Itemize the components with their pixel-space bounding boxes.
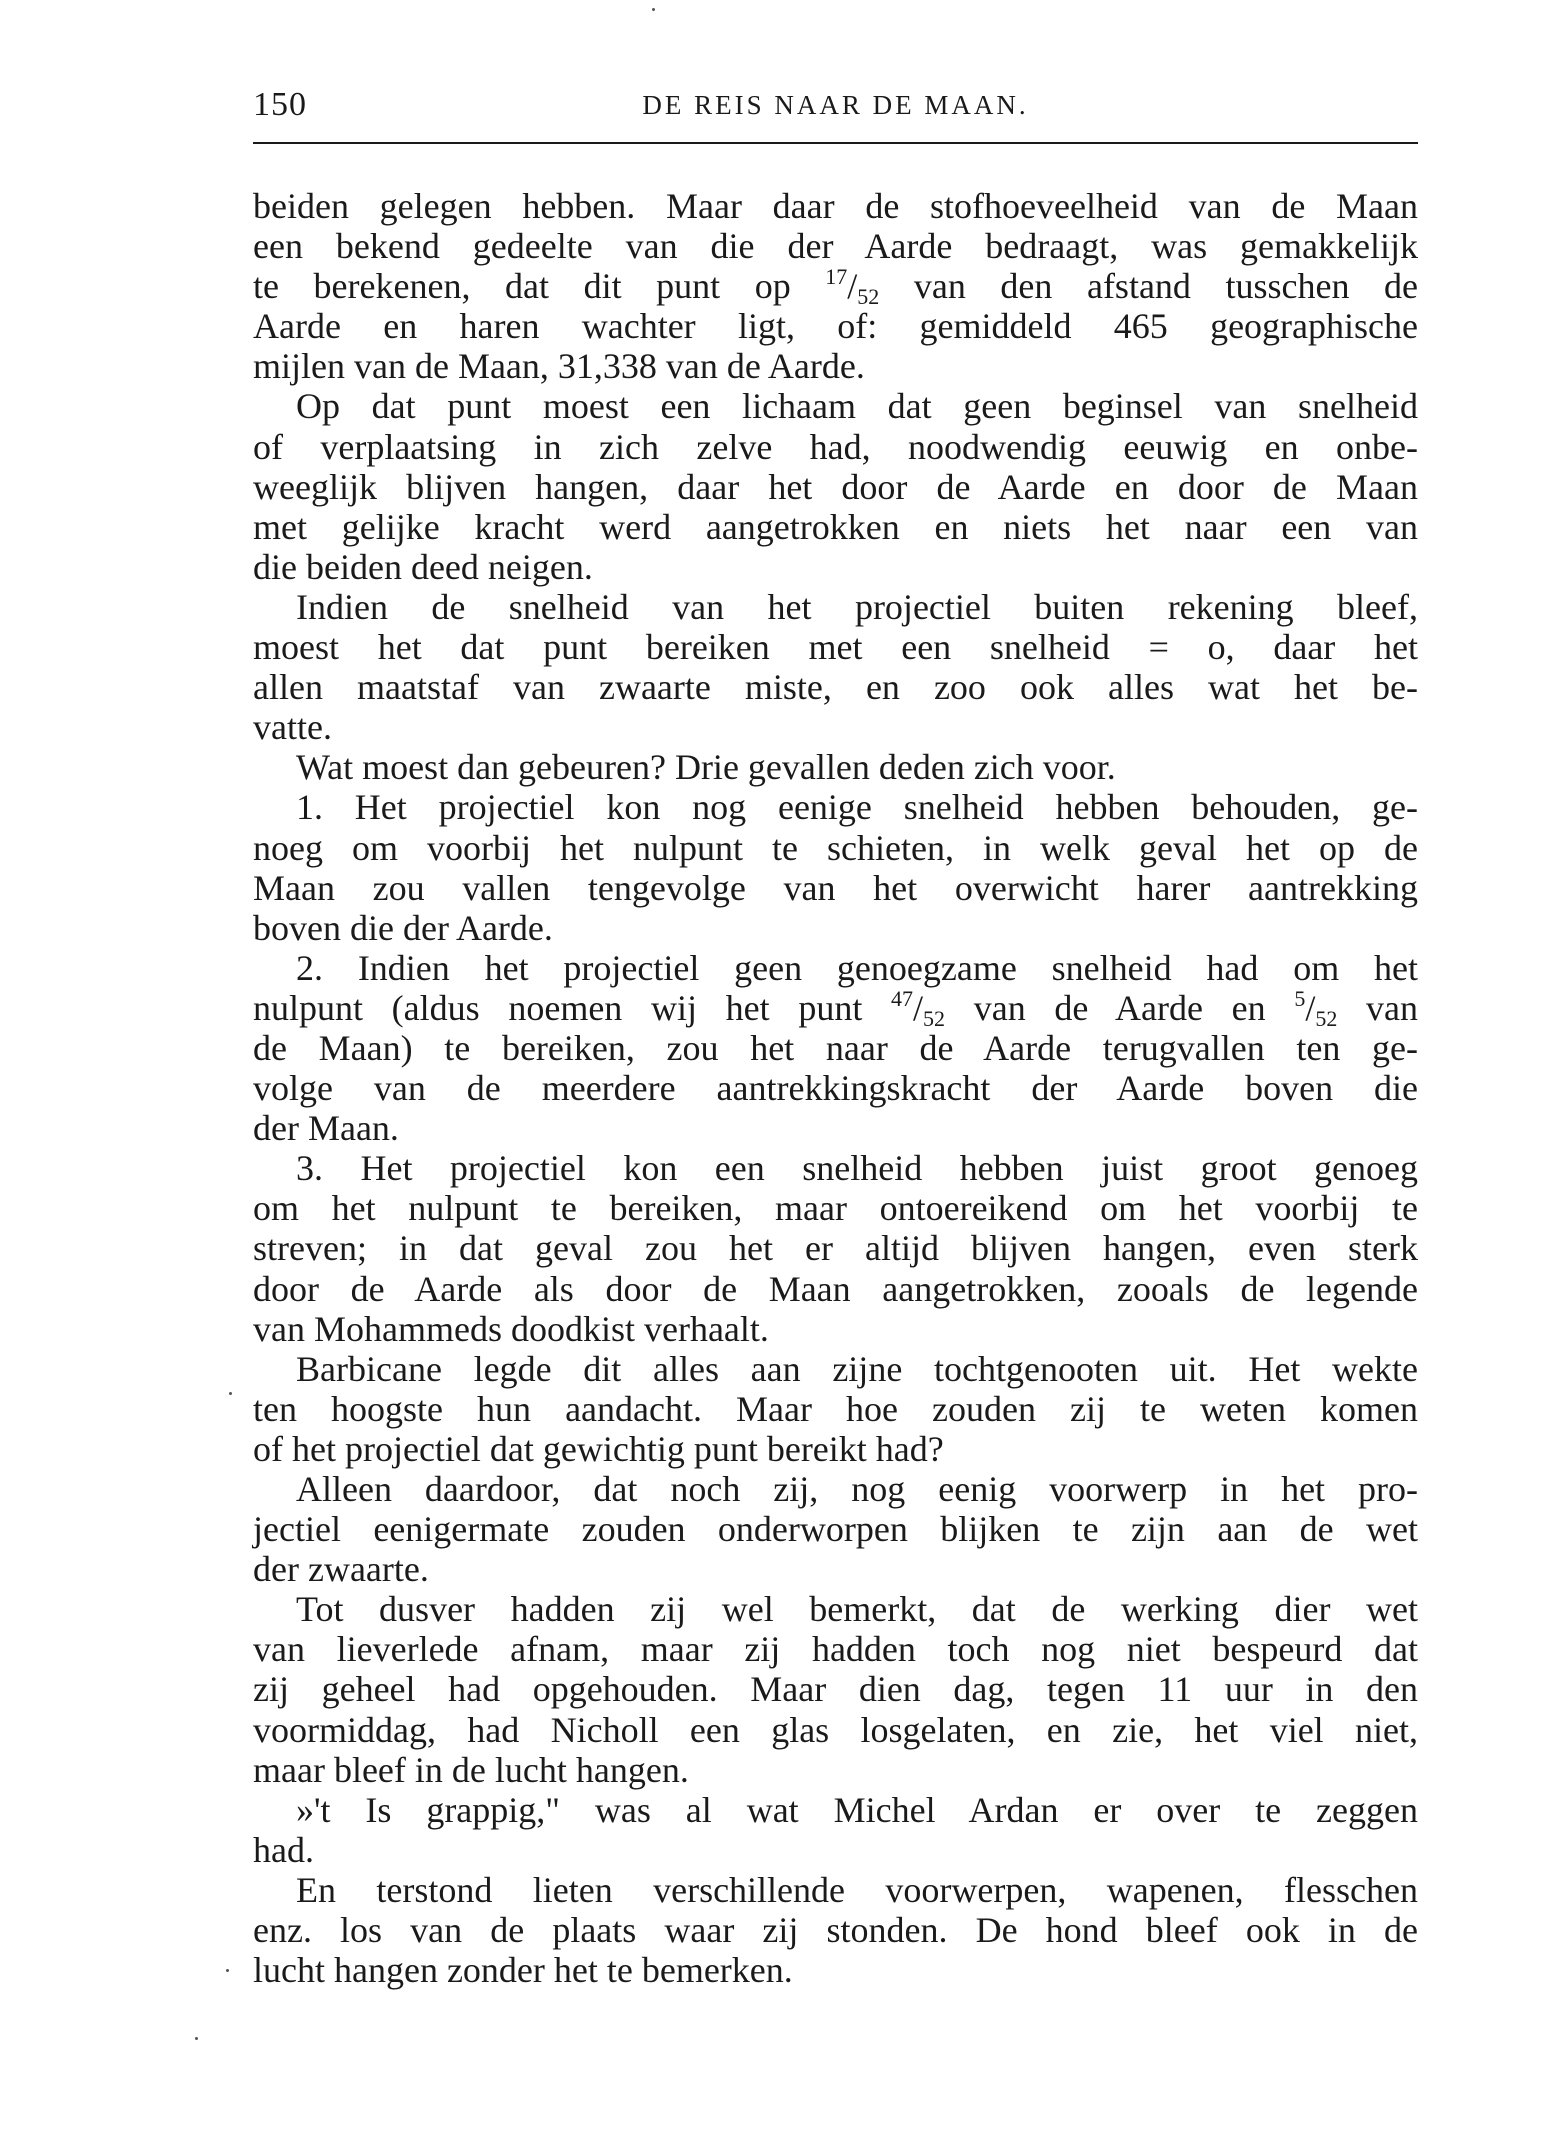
fraction-denominator: 52 — [857, 284, 880, 310]
text-line: Aarde en haren wachter ligt, of: gemiddeld 465 geographische — [253, 306, 1418, 347]
paper-speck — [226, 1969, 229, 1972]
text-line: noeg om voorbij het nulpunt te schieten, in welk geval het op de — [253, 827, 1418, 868]
text-line: lucht hangen zonder het te bemerken. — [253, 1950, 793, 1991]
text-line: der Maan. — [253, 1108, 399, 1149]
paper-speck — [229, 1392, 232, 1395]
text-line: ten hoogste hun aandacht. Maar hoe zouden zij te weten komen — [253, 1388, 1418, 1429]
text-line: door de Aarde als door de Maan aangetrokken, zooals de legende — [253, 1268, 1418, 1309]
text-line: de Maan) te bereiken, zou het naar de Aarde terugvallen ten ge- — [253, 1027, 1418, 1068]
text-line: Barbicane legde dit alles aan zijne tochtgenooten uit. Het wekte — [296, 1348, 1418, 1389]
fraction-numerator: 5 — [1294, 985, 1306, 1011]
text-line: beiden gelegen hebben. Maar daar de stofhoeveelheid van de Maan — [253, 186, 1418, 226]
fraction-slash: / — [847, 266, 858, 307]
text-line — [253, 264, 1419, 310]
text-segment: te berekenen, dat dit punt op — [253, 266, 791, 307]
text-line: weeglijk blijven hangen, daar het door de Aarde en door de Maan — [253, 466, 1418, 507]
text-line: allen maatstaf van zwaarte miste, en zoo ook alles wat het be- — [253, 667, 1418, 708]
text-line: moest het dat punt bereiken met een snelheid = o, daar het — [253, 627, 1418, 668]
paper-speck — [652, 8, 655, 11]
fraction-denominator: 52 — [923, 1005, 946, 1031]
text-line: 1. Het projectiel kon nog eenige snelheid hebben behouden, ge- — [296, 787, 1418, 828]
text-line: vatte. — [253, 707, 332, 748]
text-line — [253, 985, 1419, 1031]
text-line: Indien de snelheid van het projectiel buiten rekening bleef, — [296, 586, 1418, 627]
text-line: die beiden deed neigen. — [253, 546, 593, 587]
text-line: streven; in dat geval zou het er altijd blijven hangen, even sterk — [253, 1228, 1418, 1269]
body-text — [253, 186, 1418, 1990]
text-line: der zwaarte. — [253, 1549, 429, 1590]
fraction-numerator: 17 — [825, 264, 848, 290]
header-rule — [253, 142, 1418, 144]
text-line: voormiddag, had Nicholl een glas losgelaten, en zie, het viel niet, — [253, 1709, 1418, 1750]
page-number: 150 — [253, 86, 307, 123]
text-line: of het projectiel dat gewichtig punt bereikt had? — [253, 1428, 944, 1469]
text-segment: van de Aarde en — [973, 987, 1266, 1028]
text-line: Wat moest dan gebeuren? Drie gevallen deden zich voor. — [296, 747, 1116, 788]
running-title: DE REIS NAAR DE MAAN. — [642, 90, 1029, 120]
text-line: van Mohammeds doodkist verhaalt. — [253, 1308, 769, 1349]
fraction-numerator: 47 — [891, 985, 914, 1011]
fraction — [891, 985, 946, 1031]
text-line: mijlen van de Maan, 31,338 van de Aarde. — [253, 346, 865, 387]
text-line: om het nulpunt te bereiken, maar ontoereikend om het voorbij te — [253, 1188, 1418, 1229]
text-line: enz. los van de plaats waar zij stonden. De hond bleef ook in de — [253, 1910, 1418, 1951]
text-line: »'t Is grappig," was al wat Michel Ardan er over te zeggen — [296, 1789, 1418, 1830]
text-line: jectiel eenigermate zouden onderworpen blijken te zijn aan de wet — [253, 1509, 1418, 1550]
text-line: Maan zou vallen tengevolge van het overwicht harer aantrekking — [253, 867, 1418, 908]
text-line: Op dat punt moest een lichaam dat geen beginsel van snelheid — [296, 386, 1418, 427]
text-segment: van den afstand tusschen de — [913, 266, 1419, 307]
text-line: met gelijke kracht werd aangetrokken en niets het naar een van — [253, 506, 1418, 547]
text-line: boven die der Aarde. — [253, 907, 553, 948]
text-line: maar bleef in de lucht hangen. — [253, 1749, 689, 1790]
text-segment: van — [1366, 987, 1419, 1028]
text-line: een bekend gedeelte van die der Aarde bedraagt, was gemakkelijk — [253, 226, 1418, 267]
fraction-slash: / — [913, 987, 924, 1028]
text-line: of verplaatsing in zich zelve had, noodwendig eeuwig en onbe- — [253, 426, 1418, 467]
text-line: zij geheel had opgehouden. Maar dien dag, tegen 11 uur in den — [253, 1669, 1418, 1710]
text-line: En terstond lieten verschillende voorwerpen, wapenen, flesschen — [296, 1869, 1418, 1910]
text-line: Tot dusver hadden zij wel bemerkt, dat de werking dier wet — [296, 1589, 1418, 1630]
text-line: 2. Indien het projectiel geen genoegzame snelheid had om het — [296, 947, 1418, 988]
fraction-slash: / — [1305, 987, 1316, 1028]
text-segment: nulpunt (aldus noemen wij het punt — [253, 987, 863, 1028]
text-line: van lieverlede afnam, maar zij hadden toch nog niet bespeurd dat — [253, 1629, 1418, 1670]
page-header — [253, 86, 1418, 130]
fraction-denominator: 52 — [1315, 1005, 1338, 1031]
paper-speck — [195, 2037, 198, 2040]
text-line: 3. Het projectiel kon een snelheid hebben juist groot genoeg — [296, 1148, 1418, 1189]
fraction — [1294, 985, 1338, 1031]
text-line: volge van de meerdere aantrekkingskracht der Aarde boven die — [253, 1068, 1418, 1109]
text-line: Alleen daardoor, dat noch zij, nog eenig voorwerp in het pro- — [296, 1469, 1418, 1509]
fraction — [825, 264, 880, 310]
text-line: had. — [253, 1829, 314, 1870]
